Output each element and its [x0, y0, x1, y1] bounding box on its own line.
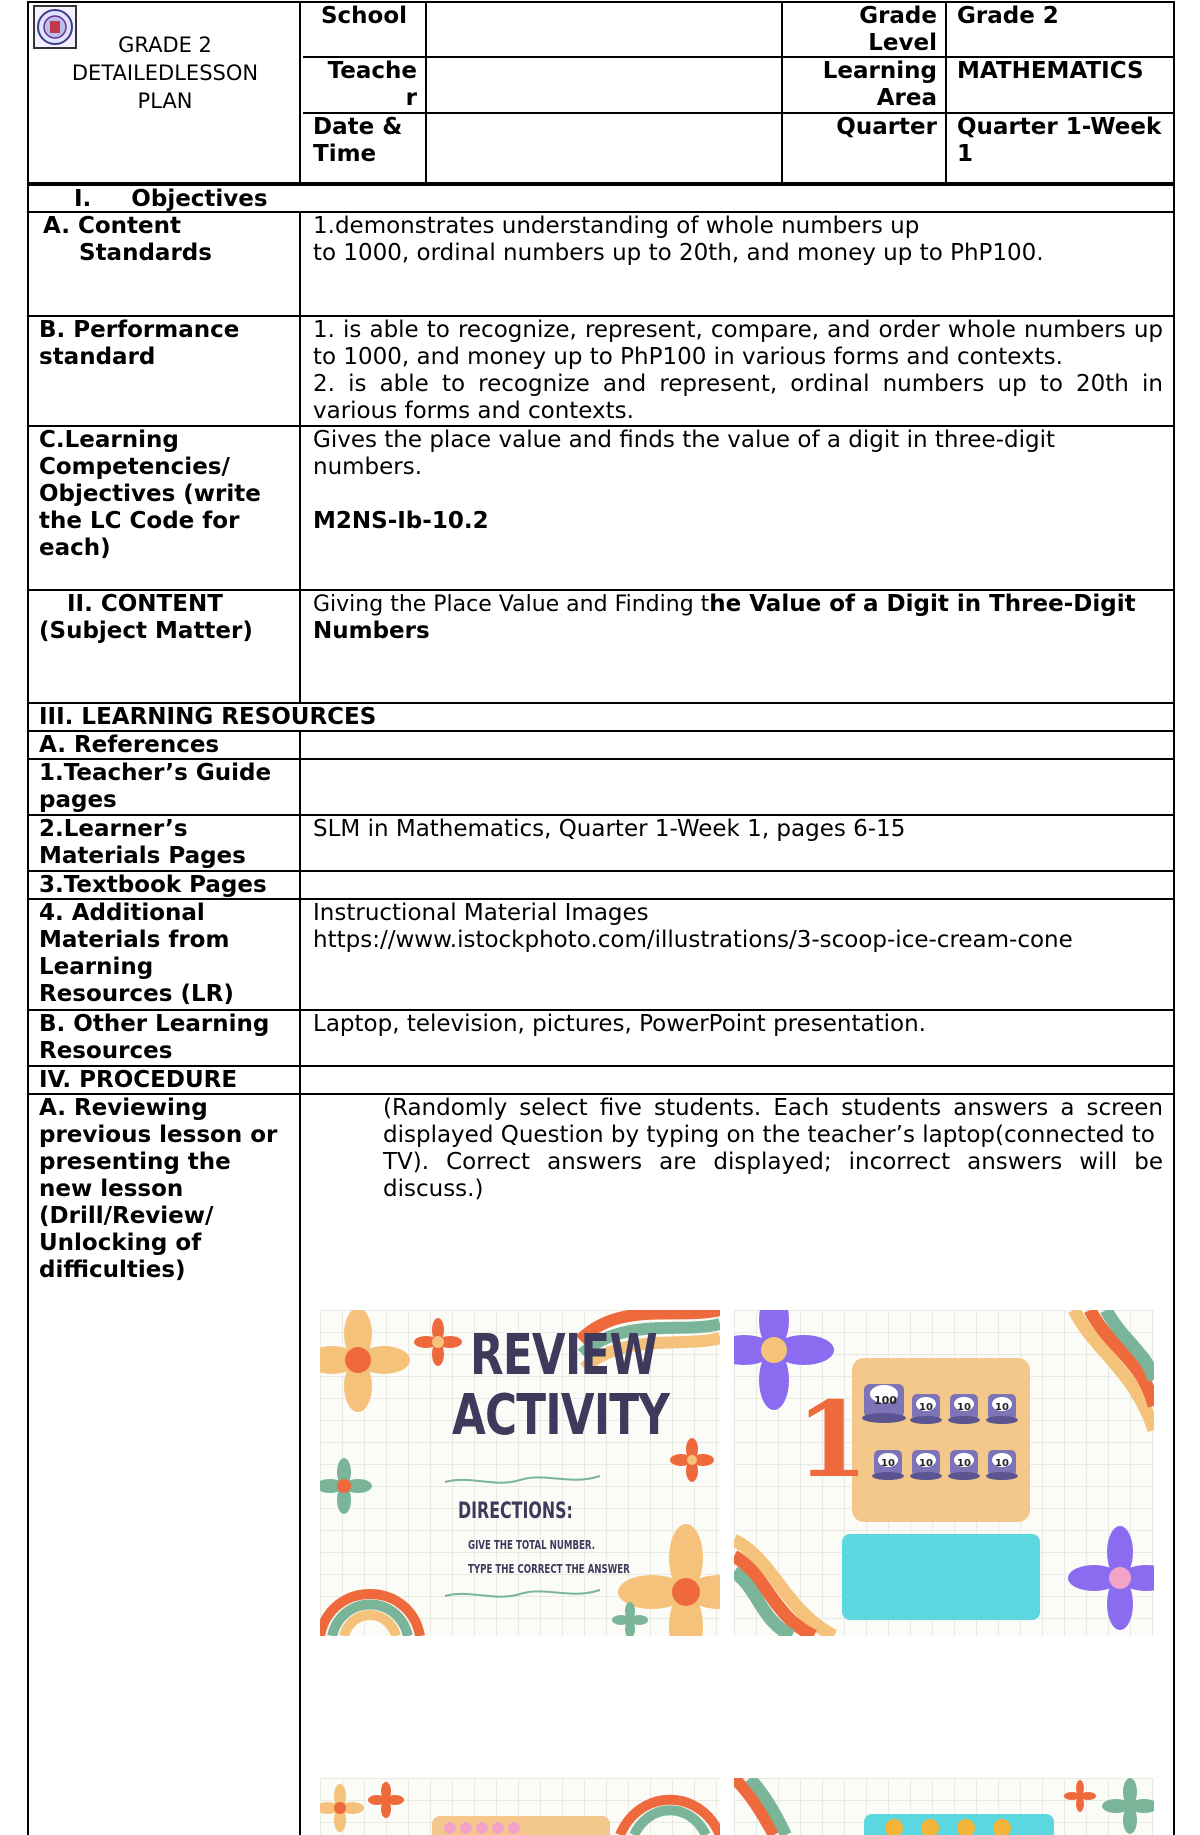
slide-decor [734, 1778, 1154, 1835]
learning-area-label-line: Area [876, 85, 937, 111]
tg-label [29, 760, 301, 814]
bottom-rainbow-icon [734, 1540, 834, 1636]
label-line: standard [39, 344, 156, 370]
slide-decor [320, 1778, 720, 1835]
content-text [303, 591, 1173, 702]
lm-value-text: SLM in Mathematics, Quarter 1-Week 1, pages 6-15 [313, 816, 906, 842]
label-line: Unlocking of [39, 1230, 202, 1256]
am-label [29, 900, 301, 1009]
teacher-value[interactable] [427, 58, 783, 114]
date-label [303, 114, 427, 184]
quarter-label-text: Quarter [836, 114, 937, 140]
school-label-text: School [320, 3, 408, 29]
lm-value [303, 816, 1173, 870]
am-row [27, 900, 1175, 1011]
objectives-heading [29, 186, 301, 211]
references-value [303, 732, 1173, 758]
performance-label [29, 317, 301, 425]
direction-line: TYPE THE CORRECT THE ANSWER [468, 1562, 630, 1576]
label-line: difficulties) [39, 1257, 186, 1283]
am-link[interactable]: https://www.istockphoto.com/illustrations/3-scoop-ice-cream-cone [313, 927, 1073, 953]
learning-area-label [783, 58, 947, 114]
panel [432, 1816, 610, 1835]
content-standards-label [29, 213, 301, 315]
grade-level-value-text: Grade 2 [957, 3, 1059, 29]
orange-flower-icon [670, 1438, 714, 1482]
text-line: 1.demonstrates understanding of whole numbers up [313, 213, 920, 239]
review-label [29, 1095, 301, 1835]
label-line: Objectives (write [39, 481, 261, 507]
text-line: 1. is able to recognize, represent, compare, and order whole numbers up to 1000, and money up to PhP100 in various forms and contexts. [313, 317, 1163, 370]
asterisk-flower-icon [368, 1782, 404, 1818]
content-row [27, 591, 1175, 704]
quarter-value [947, 114, 1173, 184]
text-line: to 1000, ordinal numbers up to 20th, and money up to PhP100. [313, 240, 1044, 266]
label-line: new lesson [39, 1176, 184, 1202]
performance-row [27, 317, 1175, 427]
rainbow-icon [620, 1800, 720, 1835]
text-line: 2. is able to recognize and represent, ordinal numbers up to 20th in various forms and contexts. [313, 371, 1163, 424]
date-label-line: Date & [313, 114, 403, 140]
cup-label: 10 [957, 1458, 971, 1469]
objectives-num: I. [74, 186, 92, 212]
quarter-value-line: Quarter 1-Week [957, 114, 1162, 140]
label-line: Materials Pages [39, 843, 246, 869]
school-value[interactable] [427, 3, 783, 58]
references-row [27, 732, 1175, 760]
am-value [303, 900, 1173, 1009]
label-line: C.Learning [39, 427, 179, 453]
cup-label: 10 [919, 1402, 933, 1413]
grade-level-label-line: Level [868, 30, 937, 56]
resources-label: III. LEARNING RESOURCES [39, 704, 377, 730]
label-line: Competencies/ [39, 454, 230, 480]
competency-text: Gives the place value and finds the value of a digit in three-digit numbers. [313, 427, 1055, 480]
direction-line: GIVE THE TOTAL NUMBER. [468, 1538, 596, 1552]
label-line: 1.Teacher’s Guide [39, 760, 272, 786]
review-instruction: TV). Correct answers are displayed; incorrect answers will be discuss.) [383, 1149, 1163, 1202]
activity-title: ACTIVITY [452, 1383, 670, 1448]
title-block [29, 3, 301, 184]
teacher-label-line: r [405, 85, 417, 111]
date-value[interactable] [427, 114, 783, 184]
olr-value [303, 1011, 1173, 1065]
review-activity-slide [320, 1310, 720, 1636]
learning-area-value [947, 58, 1173, 114]
content-text-bold: he Value of a Digit in Three-Digit Numbers [313, 591, 1136, 644]
cup-label: 10 [881, 1458, 895, 1469]
cup-label: 10 [995, 1402, 1009, 1413]
yellow-flower-icon [320, 1784, 364, 1832]
lm-label [29, 816, 301, 870]
rainbow-icon [1074, 1310, 1154, 1430]
procedure-row [27, 1067, 1175, 1095]
slide-four-preview [734, 1778, 1154, 1835]
tg-row [27, 760, 1175, 816]
vine-icon [445, 1476, 600, 1597]
competencies-label [29, 427, 301, 589]
content-text-normal: Giving the Place Value and Finding t [313, 592, 710, 617]
cup-label: 10 [919, 1458, 933, 1469]
content-standards-row [27, 213, 1175, 317]
label-line: B. Other Learning [39, 1011, 270, 1037]
references-label [29, 732, 301, 758]
lc-code: M2NS-Ib-10.2 [313, 508, 489, 534]
teacher-label-line: Teache [327, 58, 417, 84]
olr-row [27, 1011, 1175, 1067]
performance-text [303, 317, 1173, 425]
answer-box [842, 1534, 1040, 1620]
teal-flower-icon [320, 1458, 372, 1514]
rainbow-icon [734, 1778, 786, 1835]
label-line: previous lesson or [39, 1122, 278, 1148]
review-instruction: (Randomly select five students. Each students answers a screen displayed Question by typing on the teacher’s laptop(connected to [383, 1095, 1163, 1148]
label-line: (Subject Matter) [39, 618, 253, 644]
olr-label [29, 1011, 301, 1065]
asterisk-flower-icon [1064, 1780, 1096, 1812]
quarter-value-line: 1 [957, 141, 974, 167]
content-standards-text [303, 213, 1173, 315]
am-value-line: Instructional Material Images [313, 900, 649, 926]
cup-label: 10 [957, 1402, 971, 1413]
label-line: 4. Additional [39, 900, 205, 926]
title-line: GRADE 2 [118, 33, 212, 57]
procedure-label [29, 1067, 301, 1093]
learning-area-label-line: Learning [822, 58, 937, 84]
tg-value [303, 760, 1173, 814]
label-line: (Drill/Review/ [39, 1203, 214, 1229]
title-line: PLAN [137, 89, 193, 113]
references-text: A. References [39, 732, 220, 758]
label-line: A. Reviewing [39, 1095, 208, 1121]
plan-title [29, 31, 301, 115]
flower-icon [320, 1310, 410, 1412]
question-number: 1 [796, 1378, 869, 1501]
label-line: B. Performance [39, 317, 240, 343]
cup-label: 100 [874, 1394, 897, 1407]
review-title: REVIEW [470, 1323, 657, 1388]
label-line: A. Content [43, 213, 181, 239]
date-label-line: Time [313, 141, 377, 167]
bottom-rainbow-icon [320, 1594, 420, 1636]
label-line: presenting the [39, 1149, 231, 1175]
olr-value-text: Laptop, television, pictures, PowerPoint presentation. [313, 1011, 926, 1037]
label-line: Standards [79, 240, 212, 266]
lm-row [27, 816, 1175, 872]
title-line: DETAILEDLESSON [71, 61, 259, 85]
grade-level-value [947, 3, 1173, 58]
learning-area-value-text: MATHEMATICS [957, 58, 1144, 84]
tb-label [29, 872, 301, 898]
asterisk-flower-icon [414, 1318, 462, 1366]
label-line: pages [39, 787, 117, 813]
directions-heading: DIRECTIONS: [458, 1499, 573, 1524]
label-line: Learning [39, 954, 154, 980]
objectives-label: Objectives [131, 186, 268, 212]
procedure-text: IV. PROCEDURE [39, 1067, 238, 1093]
tb-value [303, 872, 1173, 898]
teacher-label [303, 58, 427, 114]
label-line: II. CONTENT [67, 591, 223, 617]
label-line: Resources [39, 1038, 173, 1064]
label-line: Resources (LR) [39, 981, 234, 1007]
cup-label: 10 [995, 1458, 1009, 1469]
label-line: the LC Code for [39, 508, 240, 534]
question-one-slide [734, 1310, 1154, 1636]
resources-row [27, 704, 1175, 732]
quarter-label [783, 114, 947, 184]
label-line: Materials from [39, 927, 230, 953]
label-line: 2.Learner’s [39, 816, 188, 842]
procedure-value [303, 1067, 1173, 1093]
slide-three-preview [320, 1778, 720, 1835]
header-table [27, 1, 1175, 184]
school-label [303, 3, 427, 58]
teal-flower-icon [1102, 1778, 1154, 1834]
objectives-row [27, 184, 1175, 213]
competencies-text [303, 427, 1173, 589]
grade-level-label-line: Grade [859, 3, 937, 29]
grade-level-label [783, 3, 947, 58]
purple-flower-icon [1068, 1526, 1154, 1630]
resources-heading [29, 704, 1173, 730]
label-line: each) [39, 535, 111, 561]
tb-label-text: 3.Textbook Pages [39, 872, 267, 898]
content-label [29, 591, 301, 702]
competencies-row [27, 427, 1175, 591]
tb-row [27, 872, 1175, 900]
cup-panel [852, 1358, 1030, 1522]
